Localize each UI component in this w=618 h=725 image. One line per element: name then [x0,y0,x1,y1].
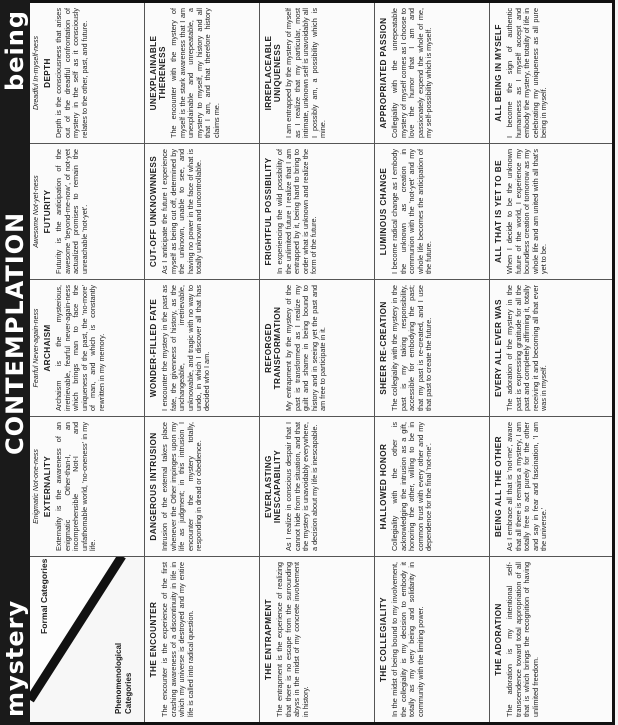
cell-all-being-in-myself [490,3,612,143]
column-subtitle: Awesome Not-yet-ness [33,175,40,248]
column-subtitle: Enigmatic Not-one-ness [33,449,40,524]
cell-being-all-the-other [490,416,612,556]
cell-title: EVERY ALL EVER WAS [494,299,503,397]
column-body: Archaism is the mysterious, irretrievable, fearful never-again-ness which brings man to face the uniqueness of the past, the 'no-more' of man, and which is constantly rewritten in my memory. [54,285,106,411]
column-header-externality [30,416,145,556]
cell-body: The encounter with the mystery of myself is the stark awareness that I am unexplainable and unrepeatable, a mystery to myself, my history and all that I am, and that therefore history claims me. [169,8,221,138]
cell-title: BEING ALL THE OTHER [494,436,503,537]
cell-title: ALL BEING IN MYSELF [494,24,503,122]
phenomenological-categories-label: Phenomenological Categories [114,642,133,714]
cell-title: HALLOWED HONOR [379,443,388,530]
column-subtitle: Dreadful In-myself-ness [33,36,40,110]
being-title: being [1,10,29,91]
cell-irreplaceable-uniqueness [260,3,375,143]
row-header-encounter [145,556,260,722]
cell-body: In experiencing the wild possibility of the unlimited future I realize that I am entrapped by it, being hard to bring to order what is unknown and realize the form of the future. [275,149,318,274]
cell-body: The collegiality with the mystery in the past is my taking responsibility, accessible for embodying the past; that my past is re-created, and I use that past to create the future. [390,285,433,411]
row-body: The entrapment is the experience of realizing that there is no escape from the surrounding abyss in the midst of my concrete involvement in history. [275,562,310,717]
cell-title: ALL THAT IS YET TO BE [494,160,503,263]
cell-wonder-filled-fate [145,279,260,416]
cell-unexplainable-thereness [145,3,260,143]
cell-body: As I anticipate the future I experience myself as being cut off, determined by the unknown, unable to see, and having no power in the face of what is totally unknown and uncontrollable. [160,149,203,274]
cell-every-all-ever-was [490,279,612,416]
cell-title: FRIGHTFUL POSSIBILITY [264,157,273,266]
column-title: DEPTH [43,58,53,88]
cell-body: The adoration of the mystery in the past is expressing gratitude for all the past and completely affirming it, totally receiving it and becoming all that ever was in myself. [505,285,548,411]
column-body: Externality is the awareness of an enigmatic Other-than-I, an incomprehensible Not-I and unfathomable world, 'no-oneness' in my life. [54,422,98,551]
cell-frightful-possibility [260,143,375,279]
cell-body: As I realize in conscious despair that I cannot hide from the situation, and that the mystery is unavoidably everywhere, a decision about my life is inescapable. [284,422,319,551]
cell-body: I become radical change as I embody the unknown as creation in communion with the 'not-yet' and my whole life becomes the anticipation of the future. [390,149,433,274]
cell-title: REFORGED TRANSFORMATION [264,306,283,390]
cell-body: When I decide to be the unknown future of the world, I experience my boundless creation of tomorrow as my whole life and am united with all that's yet to be. [505,149,548,274]
column-title: ARCHAISM [43,324,53,372]
corner-cell [30,556,145,722]
cell-title: EVERLASTING INESCAPABILITY [264,449,283,524]
row-title: THE ENTRAPMENT [264,598,273,681]
column-subtitle: Fearful Never-again-ness [33,308,40,388]
row-body: The encounter is the experience of the first crashing awareness of a discontinuity in life in which my universe is destroyed and my entire life is called into radical question. [160,562,195,717]
row-body: The adoration is my intentional self-transcendence toward total appropriation of all that is which brings the recognition of having unlimited freedom. [505,562,540,717]
row-body: In the midst of being bound to my involvement, the collegiality is my decision to embody it totally as my very being and solidarity in community with the limiting power. [390,562,425,717]
cell-body: Collegiality with the unrepeatable mystery of myself comes as I choose to love the humor that I am and passionately expend the whole of me, my self-possibility which is myself. [390,8,433,138]
cell-title: LUMINOUS CHANGE [379,167,388,256]
column-header-futurity [30,143,145,279]
cell-body: As I embrace all that is 'not-me', aware that all there is remains a mystery, I am totally free to act purely for the other and say in fear and fascination, 'I am the universe.' [505,422,548,551]
cell-body: I become the sign of authentic humanness as I myself accept and embody the mystery, the totality of life in celebrating my uniqueness as all pure being in myself. [505,8,548,138]
cell-cut-off-unknownness [145,143,260,279]
formal-categories-label: Formal Categories [39,558,49,634]
cell-title: APPROPRIATED PASSION [379,17,388,129]
row-title: THE ENCOUNTER [149,601,158,678]
cell-body: My entrapment by the mystery of the past is transformed as I realize my guilt and shame in being bound to history and in seeing yet the past and am free to participate in it. [284,285,328,411]
contemplation-title: CONTEMPLATION [1,211,29,455]
cell-body: I am entrapped by the mystery of myself as I realize that my particular, most intimate, unknown self is unavoidably all I possibly am, a possibility which is mine. [284,8,328,138]
cell-title: IRREPLACEABLE UNIQUENESS [264,35,283,111]
cell-title: UNEXPLAINABLE THERENESS [149,35,168,111]
cell-title: SHEER RE-CREATION [379,301,388,395]
matrix-grid [30,0,615,725]
column-header-archaism [30,279,145,416]
cell-title: WONDER-FILLED FATE [149,298,158,398]
mystery-title: mystery [1,599,29,717]
row-header-adoration [490,556,612,722]
cell-reforged-transformation [260,279,375,416]
cell-body: I encounter the mystery in the past as fate, the givenness of history, as the unchangeable, irretrievable, unknowable, and tragic with no way to undo, in which I discover all that has decided who I am. [160,285,212,411]
cell-everlasting-inescapability [260,416,375,556]
cell-title: DANGEROUS INTRUSION [149,432,158,541]
row-header-collegiality [375,556,490,722]
cell-hallowed-honor [375,416,490,556]
row-header-entrapment [260,556,375,722]
cell-luminous-change [375,143,490,279]
row-title: THE ADORATION [494,603,503,676]
cell-body: Collegiality with the other is acknowledging the intrusion as a gift, honoring the other, willing to be in common trust with every other and my dependence for the final 'not-me'. [390,422,433,551]
cell-sheer-re-creation [375,279,490,416]
cell-body: Intrusion of the external takes place whenever the Other impinges upon my life as judgment; in this intrusion I encounter the mystery totally, responding in dread or obedience. [160,422,203,551]
row-title: THE COLLEGIALITY [379,596,388,683]
header-band [0,0,30,725]
cell-title: CUT-OFF UNKNOWNNESS [149,155,158,268]
column-title: EXTERNALITY [43,455,53,518]
column-title: FUTURITY [43,189,53,234]
cell-all-that-is-yet-to-be [490,143,612,279]
column-body: Futurity is the anticipation of the awesome 'beyond-me-now', of not-yet actualized promises to remain the unreachable 'not-yet'. [54,149,89,274]
column-body: Depth is the consciousness that arises out of the dreadful confrontation of mystery in the self as it consciously relates to the other, past, and future. [54,8,89,138]
column-header-depth [30,3,145,143]
cell-appropriated-passion [375,3,490,143]
cell-dangerous-intrusion [145,416,260,556]
